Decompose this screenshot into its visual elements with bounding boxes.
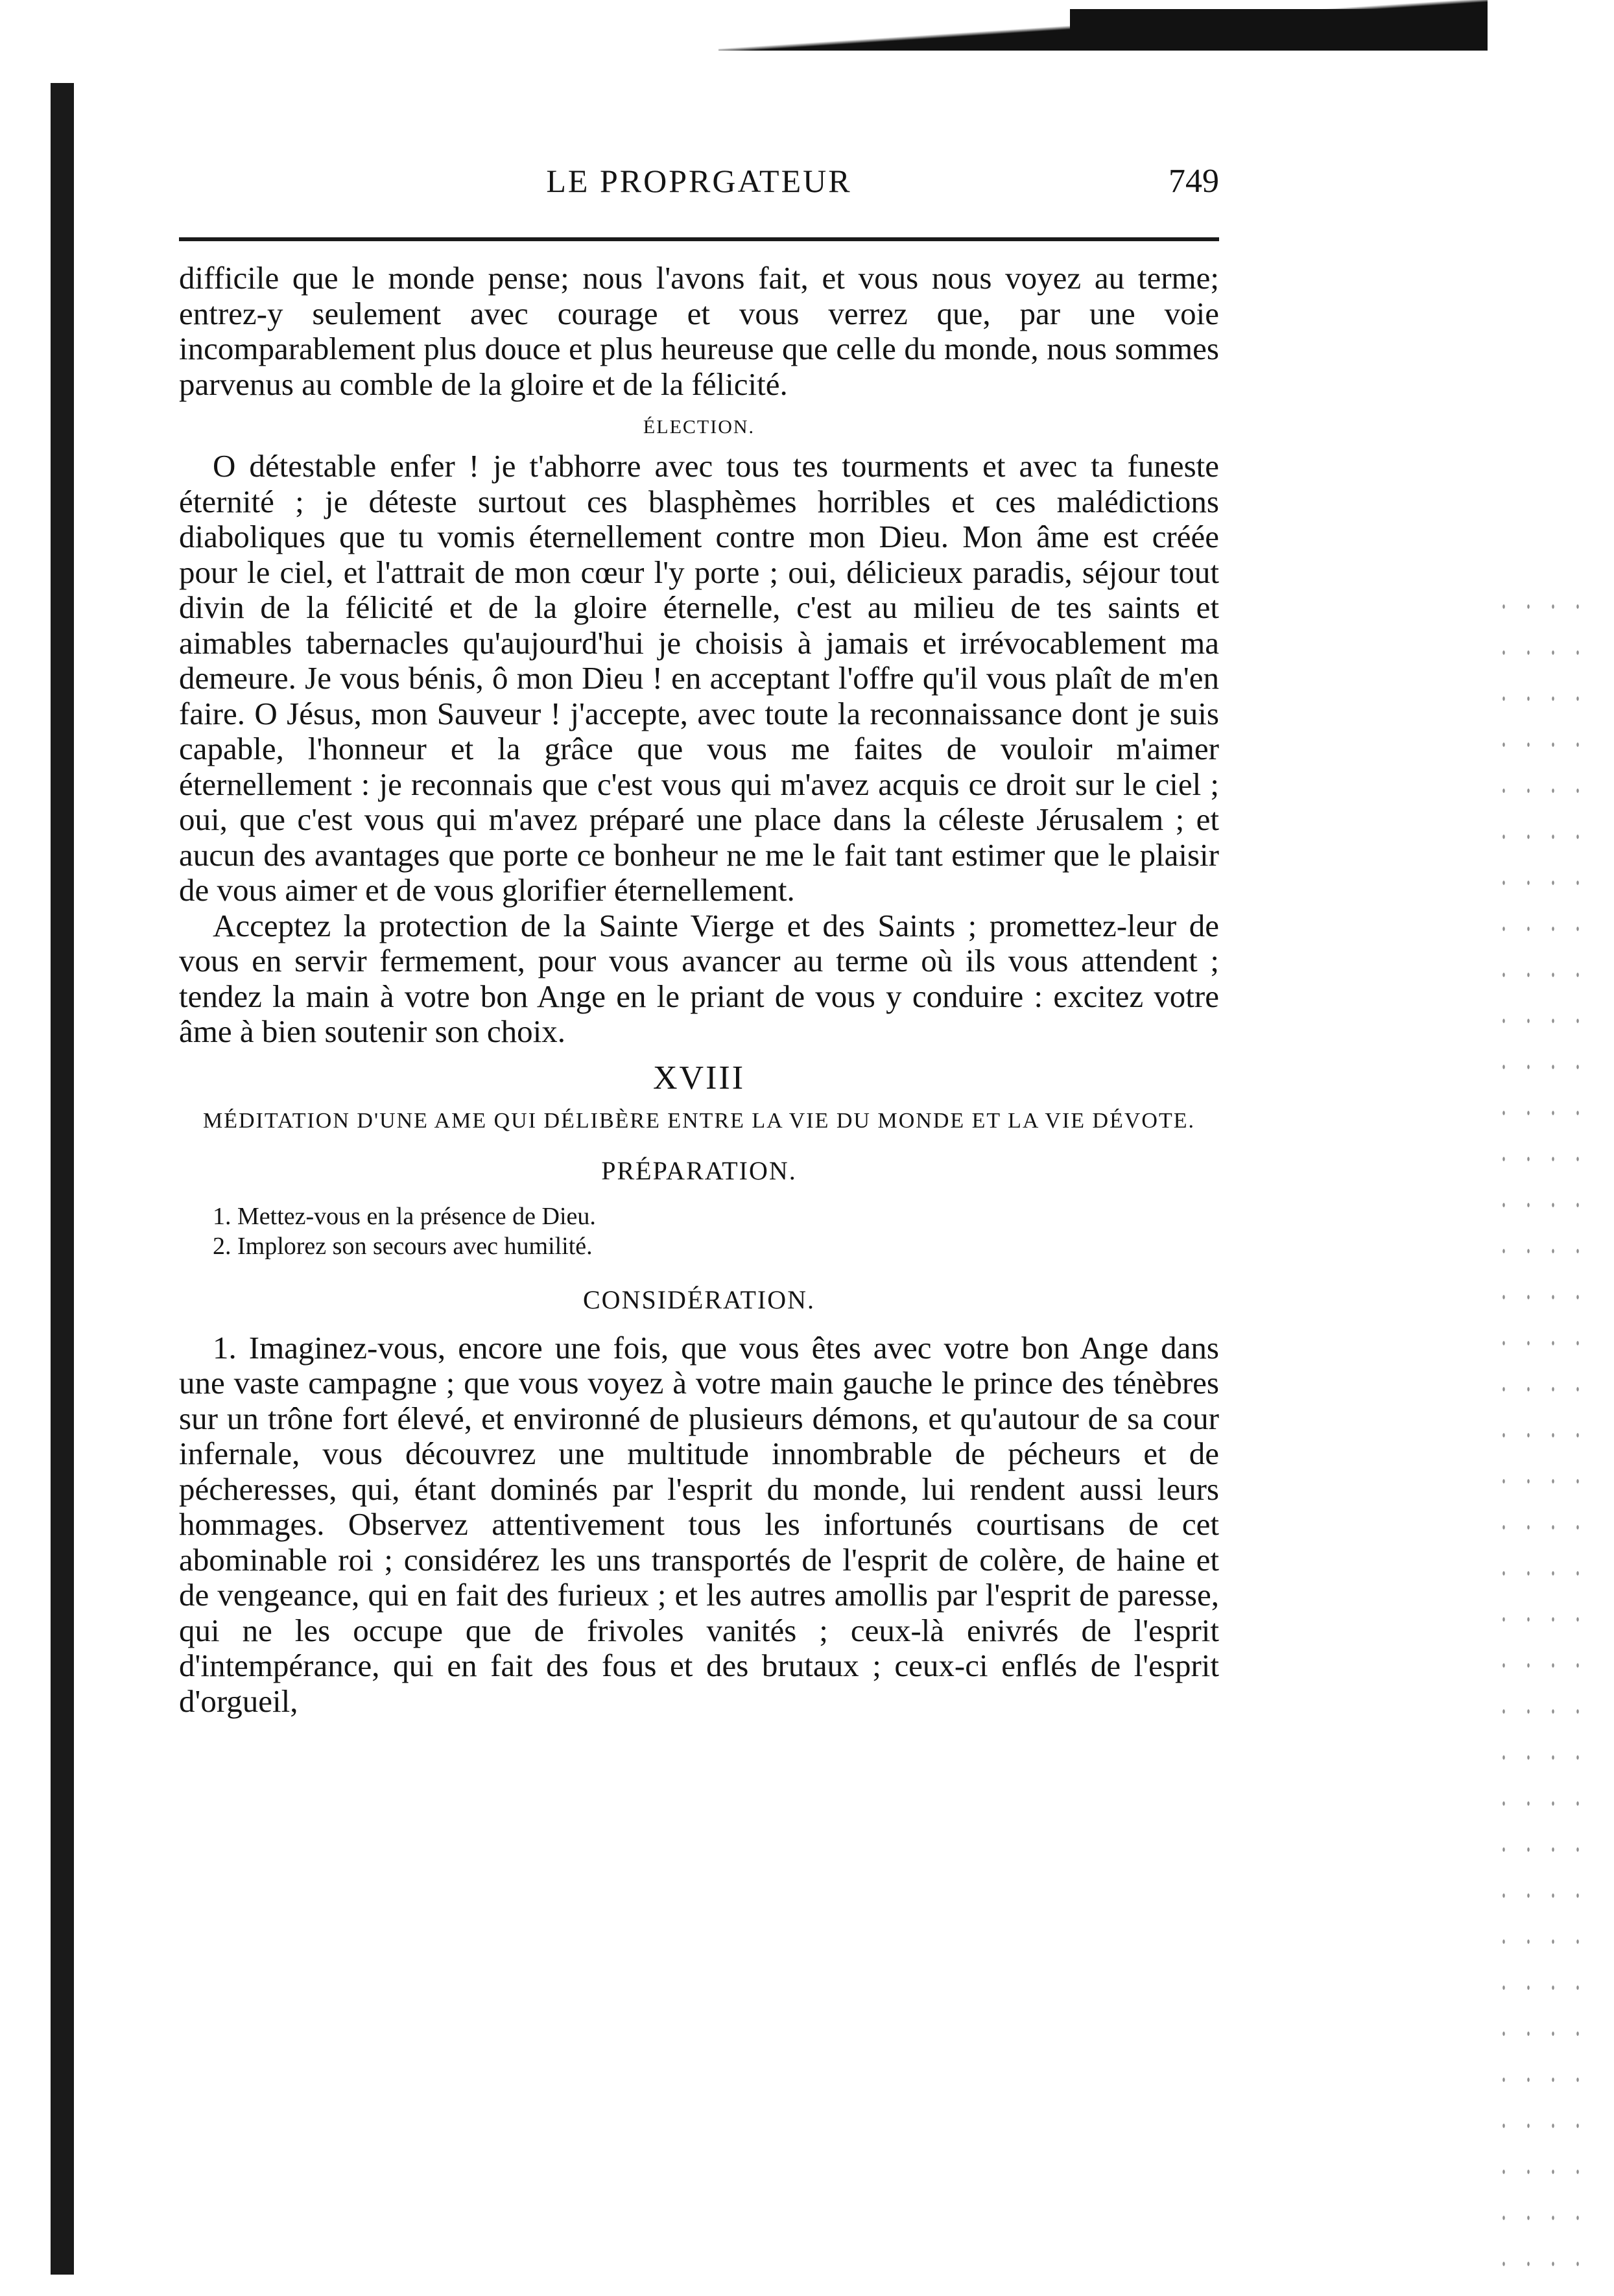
section-number: XVIII: [652, 1059, 746, 1096]
paragraph-consideration: 1. Imaginez-vous, encore une fois, que vous êtes avec votre bon Ange dans une vaste campagne ; que vous voyez à votre main gauche le prince des ténèbres sur un trône fort élevé, et environné de plusieurs démons, et qu'autour de sa cour infernale, vous découvrez une multitude innombrable de pécheurs et de pécheresses, qui, étant dominés par l'esprit du monde, lui rendent aussi leurs hommages. Observez attentivement tous les infortunés courtisans de cet abominable roi ; considérez les uns transportés de l'esprit de colère, de haine et de vengeance, qui en fait des furieux ; et les autres amollis par l'esprit de paresse, qui ne les occupe que de frivoles vanités ; ceux-là enivrés de l'esprit d'intempérance, qui en fait des fous et des brutaux ; ceux-ci enflés de l'esprit d'orgueil,: [179, 1329, 1219, 1719]
paragraph-acceptez: Acceptez la protection de la Sainte Vierge et des Saints ; promettez-leur de vous en servir fermement, pour vous avancer au terme où ils vous attendent ; tendez la main à votre bon Ange en le priant de vous y conduire : excitez votre âme à bien soutenir son choix.: [179, 907, 1219, 1049]
preparation-list: [179, 1201, 1219, 1261]
page-body: [179, 261, 1219, 1719]
scan-edge-top-band: [1070, 9, 1485, 47]
header-rule: [179, 237, 1219, 241]
scan-noise: [1491, 584, 1589, 2269]
page-number: 749: [1169, 163, 1219, 200]
heading-consideration: CONSIDÉRATION.: [583, 1284, 815, 1314]
list-item: 1. Mettez-vous en la présence de Dieu.: [213, 1202, 596, 1230]
meditation-title: MÉDITATION D'UNE AME QUI DÉLIBÈRE ENTRE LA VIE DU MONDE ET LA VIE DÉVOTE.: [202, 1108, 1196, 1133]
heading-preparation: PRÉPARATION.: [601, 1155, 797, 1185]
heading-election: ÉLECTION.: [643, 416, 755, 438]
running-title: LE PROPRGATEUR: [546, 163, 852, 199]
list-item: 2. Implorez son secours avec humilité.: [213, 1232, 593, 1260]
page-header: [179, 162, 1219, 214]
paragraph-continuation: difficile que le monde pense; nous l'avons fait, et vous nous voyez au terme; entrez-y seulement avec courage et vous verrez que, par une voie incomparablement plus douce et plus heureuse que celle du monde, nous sommes parvenus au comble de la gloire et de la félicité.: [179, 260, 1219, 402]
scan-edge-left: [51, 83, 74, 2275]
paragraph-election: O détestable enfer ! je t'abhorre avec tous tes tourments et avec ta funeste éternité ; je déteste surtout ces blasphèmes horribles et ces malédictions diaboliques que tu vomis éternellement contre mon Dieu. Mon âme est créée pour le ciel, et l'attrait de mon cœur l'y porte ; oui, délicieux paradis, séjour tout divin de la félicité et de la gloire éternelle, c'est au milieu de tes saints et aimables tabernacles qu'aujourd'hui je choisis à jamais et irrévocablement ma demeure. Je vous bénis, ô mon Dieu ! en acceptant l'offre qu'il vous plaît de m'en faire. O Jésus, mon Sauveur ! j'accepte, avec toute la reconnaissance dont je suis capable, l'honneur et la grâce que vous me faites de vouloir m'aimer éternellement : je reconnais que c'est vous qui m'avez acquis ce droit sur le ciel ; oui, que c'est vous qui m'avez préparé une place dans la céleste Jérusalem ; et aucun des avantages que porte ce bonheur ne me le fait tant estimer que le plaisir de vous aimer et de vous glorifier éternellement.: [179, 448, 1219, 908]
